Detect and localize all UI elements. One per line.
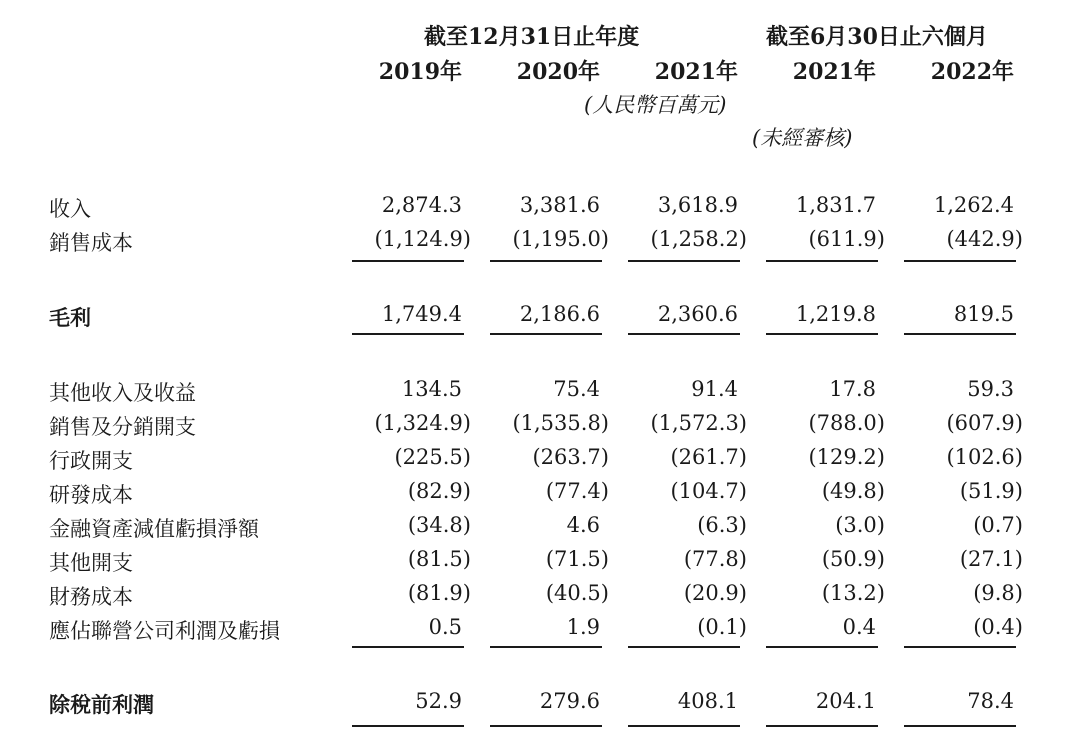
cell-rd-costs-2021h: (49.8) bbox=[821, 479, 885, 503]
cell-admin-expenses-2020: (263.7) bbox=[532, 445, 609, 469]
row-label-revenue: 收入 bbox=[49, 197, 91, 221]
cell-other-income-2019: 134.5 bbox=[401, 377, 462, 401]
row-label-cost-of-sales: 銷售成本 bbox=[49, 231, 133, 255]
cell-selling-distribution-2022h: (607.9) bbox=[946, 411, 1023, 435]
subtotal-rule bbox=[628, 260, 740, 262]
cell-cost-of-sales-2021h: (611.9) bbox=[808, 227, 885, 251]
row-label-finance-costs: 財務成本 bbox=[49, 585, 133, 609]
header-unaudited: (未經審核) bbox=[752, 126, 853, 150]
cell-finance-costs-2020: (40.5) bbox=[545, 581, 609, 605]
row-label-admin-expenses: 行政開支 bbox=[49, 449, 133, 473]
subtotal-rule bbox=[628, 725, 740, 727]
header-year-2019: 2019年 bbox=[378, 59, 462, 85]
subtotal-rule bbox=[352, 333, 464, 335]
cell-other-income-2022h: 59.3 bbox=[967, 377, 1014, 401]
cell-other-income-2021: 91.4 bbox=[691, 377, 738, 401]
cell-impairment-losses-2021h: (3.0) bbox=[835, 513, 885, 537]
row-label-share-of-associates: 應佔聯營公司利潤及虧損 bbox=[49, 619, 280, 643]
subtotal-rule bbox=[904, 646, 1016, 648]
subtotal-rule bbox=[766, 725, 878, 727]
subtotal-rule bbox=[352, 646, 464, 648]
subtotal-rule bbox=[490, 646, 602, 648]
row-label-other-income: 其他收入及收益 bbox=[49, 381, 196, 405]
cell-selling-distribution-2021h: (788.0) bbox=[808, 411, 885, 435]
cell-profit-before-tax-2022h: 78.4 bbox=[967, 689, 1014, 713]
cell-cost-of-sales-2021: (1,258.2) bbox=[650, 227, 747, 251]
cell-gross-profit-2022h: 819.5 bbox=[953, 302, 1014, 326]
cell-other-income-2021h: 17.8 bbox=[829, 377, 876, 401]
header-unit: (人民幣百萬元) bbox=[584, 93, 727, 117]
cell-revenue-2019: 2,874.3 bbox=[381, 193, 462, 217]
cell-share-of-associates-2020: 1.9 bbox=[566, 615, 600, 639]
header-period-fiscal-year: 截至12月31日止年度 bbox=[424, 24, 640, 50]
cell-profit-before-tax-2021h: 204.1 bbox=[815, 689, 876, 713]
subtotal-rule bbox=[904, 260, 1016, 262]
cell-share-of-associates-2021: (0.1) bbox=[697, 615, 747, 639]
row-label-profit-before-tax: 除稅前利潤 bbox=[49, 692, 154, 717]
cell-admin-expenses-2021: (261.7) bbox=[670, 445, 747, 469]
header-period-six-months: 截至6月30日止六個月 bbox=[766, 24, 988, 50]
cell-finance-costs-2019: (81.9) bbox=[407, 581, 471, 605]
subtotal-rule bbox=[766, 333, 878, 335]
header-year-2020: 2020年 bbox=[516, 59, 600, 85]
cell-gross-profit-2021: 2,360.6 bbox=[657, 302, 738, 326]
cell-cost-of-sales-2022h: (442.9) bbox=[946, 227, 1023, 251]
cell-rd-costs-2019: (82.9) bbox=[407, 479, 471, 503]
row-label-other-expenses: 其他開支 bbox=[49, 551, 133, 575]
cell-revenue-2022h: 1,262.4 bbox=[933, 193, 1014, 217]
cell-revenue-2021h: 1,831.7 bbox=[795, 193, 876, 217]
subtotal-rule bbox=[490, 260, 602, 262]
cell-other-income-2020: 75.4 bbox=[553, 377, 600, 401]
header-year-2021-half: 2021年 bbox=[792, 59, 876, 85]
cell-revenue-2020: 3,381.6 bbox=[519, 193, 600, 217]
subtotal-rule bbox=[904, 333, 1016, 335]
subtotal-rule bbox=[352, 260, 464, 262]
subtotal-rule bbox=[490, 725, 602, 727]
cell-impairment-losses-2022h: (0.7) bbox=[973, 513, 1023, 537]
cell-rd-costs-2021: (104.7) bbox=[670, 479, 747, 503]
cell-impairment-losses-2021: (6.3) bbox=[697, 513, 747, 537]
cell-share-of-associates-2022h: (0.4) bbox=[973, 615, 1023, 639]
subtotal-rule bbox=[490, 333, 602, 335]
cell-revenue-2021: 3,618.9 bbox=[657, 193, 738, 217]
cell-gross-profit-2019: 1,749.4 bbox=[381, 302, 462, 326]
cell-finance-costs-2021: (20.9) bbox=[683, 581, 747, 605]
cell-profit-before-tax-2019: 52.9 bbox=[415, 689, 462, 713]
cell-share-of-associates-2019: 0.5 bbox=[428, 615, 462, 639]
subtotal-rule bbox=[766, 260, 878, 262]
cell-cost-of-sales-2020: (1,195.0) bbox=[512, 227, 609, 251]
subtotal-rule bbox=[628, 333, 740, 335]
cell-impairment-losses-2019: (34.8) bbox=[407, 513, 471, 537]
cell-finance-costs-2021h: (13.2) bbox=[821, 581, 885, 605]
cell-other-expenses-2019: (81.5) bbox=[407, 547, 471, 571]
cell-admin-expenses-2019: (225.5) bbox=[394, 445, 471, 469]
row-label-selling-distribution: 銷售及分銷開支 bbox=[49, 415, 196, 439]
subtotal-rule bbox=[628, 646, 740, 648]
cell-finance-costs-2022h: (9.8) bbox=[973, 581, 1023, 605]
cell-gross-profit-2020: 2,186.6 bbox=[519, 302, 600, 326]
cell-rd-costs-2020: (77.4) bbox=[545, 479, 609, 503]
cell-other-expenses-2021h: (50.9) bbox=[821, 547, 885, 571]
subtotal-rule bbox=[904, 725, 1016, 727]
cell-rd-costs-2022h: (51.9) bbox=[959, 479, 1023, 503]
cell-other-expenses-2020: (71.5) bbox=[545, 547, 609, 571]
row-label-rd-costs: 研發成本 bbox=[49, 483, 133, 507]
cell-cost-of-sales-2019: (1,124.9) bbox=[374, 227, 471, 251]
cell-other-expenses-2021: (77.8) bbox=[683, 547, 747, 571]
cell-other-expenses-2022h: (27.1) bbox=[959, 547, 1023, 571]
row-label-impairment-losses: 金融資產減值虧損淨額 bbox=[49, 517, 259, 541]
cell-selling-distribution-2020: (1,535.8) bbox=[512, 411, 609, 435]
subtotal-rule bbox=[766, 646, 878, 648]
cell-gross-profit-2021h: 1,219.8 bbox=[795, 302, 876, 326]
cell-admin-expenses-2022h: (102.6) bbox=[946, 445, 1023, 469]
cell-admin-expenses-2021h: (129.2) bbox=[808, 445, 885, 469]
cell-share-of-associates-2021h: 0.4 bbox=[842, 615, 876, 639]
header-year-2022-half: 2022年 bbox=[930, 59, 1014, 85]
cell-selling-distribution-2021: (1,572.3) bbox=[650, 411, 747, 435]
cell-profit-before-tax-2021: 408.1 bbox=[677, 689, 738, 713]
subtotal-rule bbox=[352, 725, 464, 727]
row-label-gross-profit: 毛利 bbox=[49, 305, 91, 330]
cell-selling-distribution-2019: (1,324.9) bbox=[374, 411, 471, 435]
cell-profit-before-tax-2020: 279.6 bbox=[539, 689, 600, 713]
header-year-2021: 2021年 bbox=[654, 59, 738, 85]
cell-impairment-losses-2020: 4.6 bbox=[566, 513, 600, 537]
